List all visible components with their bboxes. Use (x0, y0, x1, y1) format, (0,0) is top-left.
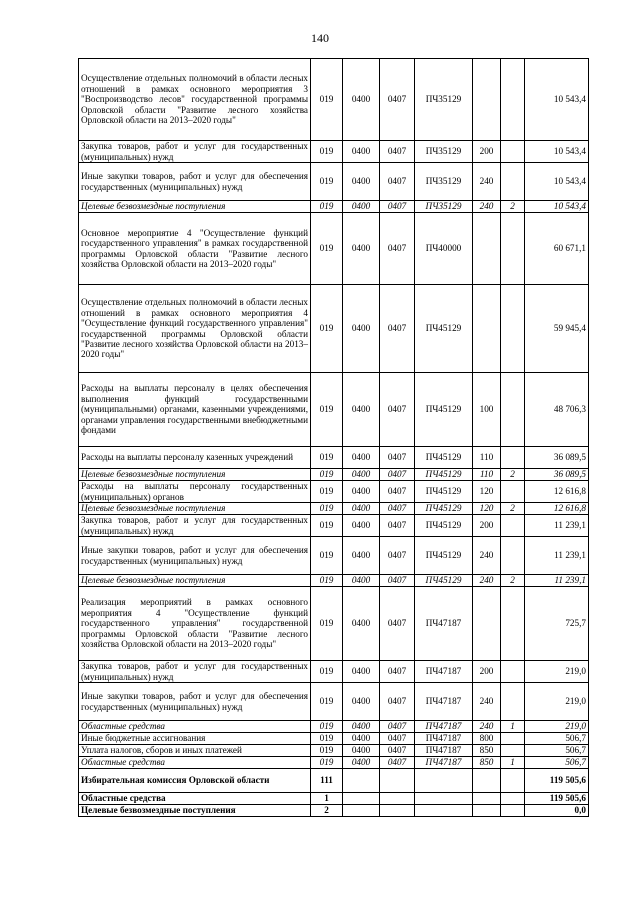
row-pr-cell (380, 769, 415, 793)
row-rz-cell: 0400 (343, 587, 380, 661)
row-sum-cell: 36 089,5 (525, 469, 589, 481)
row-rz-cell (343, 805, 380, 817)
row-ved-cell: 019 (311, 587, 343, 661)
row-name-cell: Избирательная комиссия Орловской области (79, 769, 311, 793)
row-ved-cell: 1 (311, 793, 343, 805)
row-sum-cell: 59 945,4 (525, 285, 589, 373)
table-row (79, 481, 589, 503)
row-ved-cell: 019 (311, 469, 343, 481)
row-vr-cell: 110 (473, 469, 501, 481)
row-src-cell: 2 (501, 503, 525, 515)
row-rz-cell: 0400 (343, 481, 380, 503)
row-src-cell (501, 537, 525, 575)
table-row (79, 757, 589, 769)
row-ved-cell: 2 (311, 805, 343, 817)
row-pr-cell: 0407 (380, 481, 415, 503)
row-name-cell: Иные бюджетные ассигнования (79, 733, 311, 745)
row-csr-cell: ПЧ45129 (415, 575, 473, 587)
row-csr-cell: ПЧ47187 (415, 587, 473, 661)
row-vr-cell: 120 (473, 503, 501, 515)
row-name-cell: Закупка товаров, работ и услуг для государственных (муниципальных) нужд (79, 515, 311, 537)
row-name-cell: Областные средства (79, 793, 311, 805)
row-name-cell: Реализация мероприятий в рамках основного мероприятия 4 "Осуществление функций государственного управления" государственной программы Орловской области "Развитие лесного хозяйства Орловской области на 2013–2020 годы" (79, 587, 311, 661)
row-src-cell (501, 447, 525, 469)
row-vr-cell (473, 59, 501, 141)
row-rz-cell: 0400 (343, 757, 380, 769)
row-src-cell: 1 (501, 757, 525, 769)
row-name-cell: Закупка товаров, работ и услуг для государственных (муниципальных) нужд (79, 661, 311, 683)
row-src-cell (501, 285, 525, 373)
row-vr-cell: 200 (473, 515, 501, 537)
row-vr-cell (473, 213, 501, 285)
row-rz-cell (343, 793, 380, 805)
row-rz-cell: 0400 (343, 683, 380, 721)
row-rz-cell: 0400 (343, 141, 380, 163)
row-sum-cell: 10 543,4 (525, 141, 589, 163)
row-name-cell: Целевые безвозмездные поступления (79, 575, 311, 587)
row-sum-cell: 12 616,8 (525, 481, 589, 503)
row-sum-cell: 119 505,6 (525, 769, 589, 793)
table-row (79, 769, 589, 793)
row-ved-cell: 019 (311, 163, 343, 201)
row-src-cell (501, 793, 525, 805)
row-pr-cell: 0407 (380, 733, 415, 745)
budget-table (78, 58, 589, 817)
row-ved-cell: 019 (311, 59, 343, 141)
row-rz-cell: 0400 (343, 59, 380, 141)
row-src-cell (501, 733, 525, 745)
row-name-cell: Целевые безвозмездные поступления (79, 201, 311, 213)
table-row (79, 805, 589, 817)
row-csr-cell: ПЧ45129 (415, 537, 473, 575)
row-vr-cell: 240 (473, 201, 501, 213)
row-rz-cell: 0400 (343, 285, 380, 373)
row-pr-cell: 0407 (380, 469, 415, 481)
row-rz-cell (343, 769, 380, 793)
row-ved-cell: 019 (311, 757, 343, 769)
row-name-cell: Основное мероприятие 4 "Осуществление функций государственного управления" в рамках государственной программы Орловской области "Развитие лесного хозяйства Орловской области на 2013–2020 годы" (79, 213, 311, 285)
table-row (79, 373, 589, 447)
table-row (79, 733, 589, 745)
row-name-cell: Расходы на выплаты персоналу в целях обеспечения выполнения функций государственными (муниципальными) органами, казенными учреждениями, органами управления государственными внебюджетными фондами (79, 373, 311, 447)
row-ved-cell: 019 (311, 447, 343, 469)
row-src-cell (501, 373, 525, 447)
table-row (79, 721, 589, 733)
row-vr-cell: 240 (473, 537, 501, 575)
row-sum-cell: 219,0 (525, 721, 589, 733)
row-rz-cell: 0400 (343, 373, 380, 447)
row-csr-cell (415, 805, 473, 817)
row-name-cell: Целевые безвозмездные поступления (79, 503, 311, 515)
row-csr-cell: ПЧ45129 (415, 373, 473, 447)
row-pr-cell: 0407 (380, 373, 415, 447)
page-number: 140 (311, 31, 329, 45)
row-pr-cell: 0407 (380, 537, 415, 575)
row-ved-cell: 019 (311, 141, 343, 163)
row-ved-cell: 019 (311, 201, 343, 213)
row-src-cell: 1 (501, 721, 525, 733)
row-name-cell: Расходы на выплаты персоналу казенных учреждений (79, 447, 311, 469)
row-pr-cell: 0407 (380, 201, 415, 213)
row-sum-cell: 219,0 (525, 661, 589, 683)
table-row (79, 661, 589, 683)
row-ved-cell: 019 (311, 373, 343, 447)
row-pr-cell: 0407 (380, 141, 415, 163)
row-pr-cell: 0407 (380, 683, 415, 721)
row-pr-cell: 0407 (380, 757, 415, 769)
row-csr-cell: ПЧ40000 (415, 213, 473, 285)
row-name-cell: Иные закупки товаров, работ и услуг для обеспечения государственных (муниципальных) нужд (79, 683, 311, 721)
row-vr-cell: 850 (473, 745, 501, 757)
row-csr-cell (415, 793, 473, 805)
row-rz-cell: 0400 (343, 515, 380, 537)
table-row (79, 141, 589, 163)
row-sum-cell: 506,7 (525, 757, 589, 769)
row-vr-cell (473, 805, 501, 817)
row-vr-cell: 800 (473, 733, 501, 745)
row-csr-cell: ПЧ47187 (415, 757, 473, 769)
row-csr-cell: ПЧ45129 (415, 515, 473, 537)
row-sum-cell: 11 239,1 (525, 515, 589, 537)
row-pr-cell (380, 793, 415, 805)
row-sum-cell: 725,7 (525, 587, 589, 661)
table-row (79, 537, 589, 575)
row-src-cell (501, 515, 525, 537)
row-src-cell (501, 683, 525, 721)
row-name-cell: Иные закупки товаров, работ и услуг для обеспечения государственных (муниципальных) нужд (79, 537, 311, 575)
row-name-cell: Иные закупки товаров, работ и услуг для обеспечения государственных (муниципальных) нужд (79, 163, 311, 201)
row-rz-cell: 0400 (343, 661, 380, 683)
row-ved-cell: 019 (311, 285, 343, 373)
row-ved-cell: 019 (311, 575, 343, 587)
row-ved-cell: 019 (311, 481, 343, 503)
row-sum-cell: 506,7 (525, 745, 589, 757)
row-sum-cell: 12 616,8 (525, 503, 589, 515)
row-name-cell: Осуществление отдельных полномочий в области лесных отношений в рамках основного мероприятия 3 "Воспроизводство лесов" государственной программы Орловской области "Развитие лесного хозяйства Орловской области на 2013–2020 годы" (79, 59, 311, 141)
row-rz-cell: 0400 (343, 733, 380, 745)
row-rz-cell: 0400 (343, 469, 380, 481)
row-csr-cell: ПЧ45129 (415, 503, 473, 515)
row-sum-cell: 60 671,1 (525, 213, 589, 285)
row-name-cell: Расходы на выплаты персоналу государственных (муниципальных) органов (79, 481, 311, 503)
row-csr-cell: ПЧ47187 (415, 661, 473, 683)
row-sum-cell: 219,0 (525, 683, 589, 721)
row-vr-cell (473, 285, 501, 373)
row-vr-cell (473, 769, 501, 793)
row-rz-cell: 0400 (343, 575, 380, 587)
row-csr-cell: ПЧ45129 (415, 447, 473, 469)
row-pr-cell: 0407 (380, 213, 415, 285)
row-ved-cell: 019 (311, 503, 343, 515)
row-rz-cell: 0400 (343, 163, 380, 201)
row-csr-cell: ПЧ47187 (415, 683, 473, 721)
row-sum-cell: 36 089,5 (525, 447, 589, 469)
row-pr-cell: 0407 (380, 447, 415, 469)
row-src-cell (501, 481, 525, 503)
table-row (79, 285, 589, 373)
row-sum-cell: 48 706,3 (525, 373, 589, 447)
row-rz-cell: 0400 (343, 537, 380, 575)
row-vr-cell (473, 793, 501, 805)
row-vr-cell: 120 (473, 481, 501, 503)
row-pr-cell: 0407 (380, 587, 415, 661)
row-src-cell (501, 587, 525, 661)
row-vr-cell (473, 587, 501, 661)
row-ved-cell: 019 (311, 537, 343, 575)
row-pr-cell: 0407 (380, 59, 415, 141)
row-src-cell: 2 (501, 201, 525, 213)
row-name-cell: Целевые безвозмездные поступления (79, 805, 311, 817)
row-sum-cell: 11 239,1 (525, 575, 589, 587)
table-row (79, 503, 589, 515)
row-sum-cell: 10 543,4 (525, 163, 589, 201)
table-row (79, 515, 589, 537)
row-csr-cell: ПЧ47187 (415, 733, 473, 745)
row-vr-cell: 200 (473, 141, 501, 163)
row-src-cell (501, 661, 525, 683)
row-src-cell (501, 59, 525, 141)
row-src-cell (501, 163, 525, 201)
row-vr-cell: 240 (473, 575, 501, 587)
row-rz-cell: 0400 (343, 503, 380, 515)
row-vr-cell: 240 (473, 163, 501, 201)
table-row (79, 59, 589, 141)
row-ved-cell: 019 (311, 661, 343, 683)
row-sum-cell: 0,0 (525, 805, 589, 817)
row-name-cell: Уплата налогов, сборов и иных платежей (79, 745, 311, 757)
row-pr-cell: 0407 (380, 575, 415, 587)
row-ved-cell: 111 (311, 769, 343, 793)
row-rz-cell: 0400 (343, 213, 380, 285)
row-name-cell: Областные средства (79, 721, 311, 733)
row-ved-cell: 019 (311, 683, 343, 721)
table-row (79, 793, 589, 805)
table-body (79, 59, 589, 817)
row-csr-cell: ПЧ47187 (415, 745, 473, 757)
row-vr-cell: 200 (473, 661, 501, 683)
row-rz-cell: 0400 (343, 745, 380, 757)
row-csr-cell: ПЧ35129 (415, 141, 473, 163)
row-csr-cell: ПЧ45129 (415, 481, 473, 503)
row-pr-cell: 0407 (380, 745, 415, 757)
row-ved-cell: 019 (311, 745, 343, 757)
table-row (79, 683, 589, 721)
row-sum-cell: 10 543,4 (525, 201, 589, 213)
row-vr-cell: 110 (473, 447, 501, 469)
table-row (79, 587, 589, 661)
row-sum-cell: 506,7 (525, 733, 589, 745)
row-ved-cell: 019 (311, 213, 343, 285)
row-csr-cell: ПЧ35129 (415, 59, 473, 141)
table-row (79, 163, 589, 201)
row-src-cell (501, 745, 525, 757)
row-sum-cell: 11 239,1 (525, 537, 589, 575)
row-sum-cell: 10 543,4 (525, 59, 589, 141)
row-src-cell (501, 141, 525, 163)
row-pr-cell: 0407 (380, 503, 415, 515)
row-csr-cell: ПЧ35129 (415, 163, 473, 201)
row-rz-cell: 0400 (343, 447, 380, 469)
row-csr-cell: ПЧ45129 (415, 469, 473, 481)
table-row (79, 447, 589, 469)
row-name-cell: Осуществление отдельных полномочий в области лесных отношений в рамках основного мероприятия 4 "Осуществление функций государственного управления" государственной программы Орловской области "Развитие лесного хозяйства Орловской области на 2013–2020 годы" (79, 285, 311, 373)
row-src-cell: 2 (501, 575, 525, 587)
row-name-cell: Целевые безвозмездные поступления (79, 469, 311, 481)
row-src-cell: 2 (501, 469, 525, 481)
table-row (79, 469, 589, 481)
row-sum-cell: 119 505,6 (525, 793, 589, 805)
row-vr-cell: 240 (473, 683, 501, 721)
row-pr-cell: 0407 (380, 163, 415, 201)
row-pr-cell: 0407 (380, 721, 415, 733)
row-pr-cell: 0407 (380, 285, 415, 373)
row-csr-cell (415, 769, 473, 793)
row-csr-cell: ПЧ35129 (415, 201, 473, 213)
table-row (79, 575, 589, 587)
row-ved-cell: 019 (311, 515, 343, 537)
row-vr-cell: 240 (473, 721, 501, 733)
table-row (79, 213, 589, 285)
row-csr-cell: ПЧ45129 (415, 285, 473, 373)
row-pr-cell (380, 805, 415, 817)
row-name-cell: Областные средства (79, 757, 311, 769)
row-ved-cell: 019 (311, 733, 343, 745)
row-csr-cell: ПЧ47187 (415, 721, 473, 733)
row-src-cell (501, 769, 525, 793)
row-ved-cell: 019 (311, 721, 343, 733)
row-vr-cell: 100 (473, 373, 501, 447)
table-row (79, 745, 589, 757)
row-name-cell: Закупка товаров, работ и услуг для государственных (муниципальных) нужд (79, 141, 311, 163)
row-rz-cell: 0400 (343, 721, 380, 733)
row-vr-cell: 850 (473, 757, 501, 769)
row-pr-cell: 0407 (380, 661, 415, 683)
table-row (79, 201, 589, 213)
row-pr-cell: 0407 (380, 515, 415, 537)
row-src-cell (501, 213, 525, 285)
row-src-cell (501, 805, 525, 817)
row-rz-cell: 0400 (343, 201, 380, 213)
